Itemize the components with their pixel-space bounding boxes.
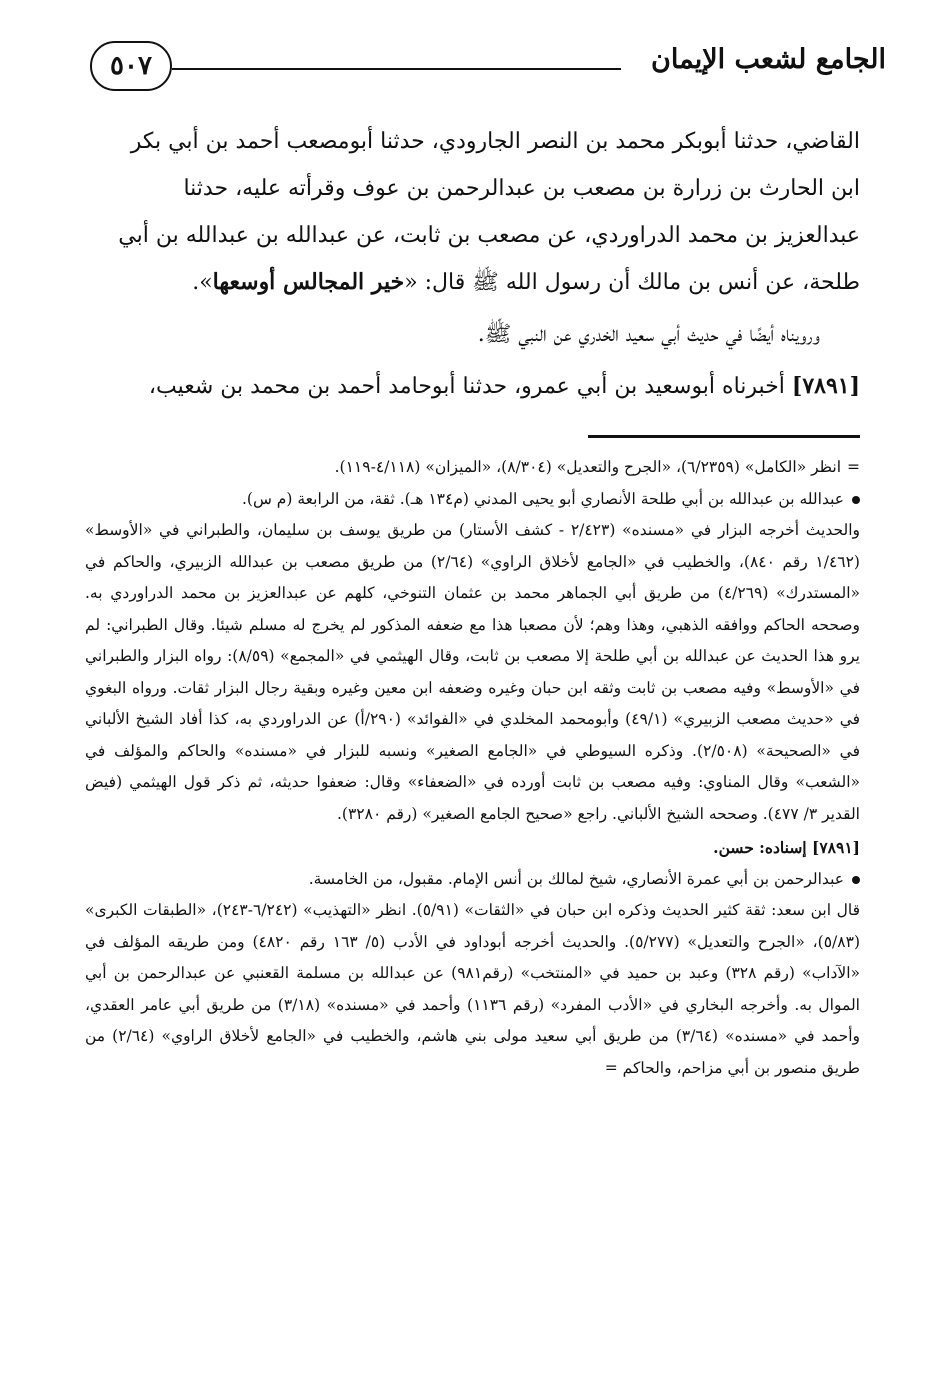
main-line-3: عبدالعزيز بن محمد الدراوردي، عن مصعب بن ثابت، عن عبدالله بن عبدالله بن أبي [118,223,860,248]
continuation-mark: = [847,458,860,476]
takhrij-1: والحديث أخرجه البزار في «مسنده» (٢/٤٢٣ - كشف الأستار) من طريق يوسف بن سليمان، والطبراني في «الأوسط» (١/٤٦٢ رقم ٨٤٠)، والخطيب في «الجامع لأخلاق الراوي» (٢/٦٤) من طريق مصعب بن عبدالله الزبيري، والحاكم في «المستدرك» (٤/٢٦٩) من طريق أبي الجماهر محمد بن عثمان التنوخي، كلهم عن عبدالعزيز بن محمد الدراوردي به. وصححه الحاكم ووافقه الذهبي، وهذا وهم؛ لأن مصعبا هذا مع ضعفه المذكور لم يخرج له مسلم شيئا. وقال الطبراني: لم يرو هذا الحديث عن عبدالله بن أبي طلحة إلا مصعب بن ثابت، وقال الهيثمي في «المجمع» (٨/٥٩): رواه البزار والطبراني في «الأوسط» وفيه مصعب بن ثابت وثقه ابن حبان وغيره وضعفه ابن معين وغيره وبقية رجال البزار ثقات. ورواه البغوي في «حديث مصعب الزبيري» (٤٩/١) وأبومحمد المخلدي في «الفوائد» (٢٩٠/أ) عن الدراوردي به، كذا أفاد الشيخ الألباني في «الصحيحة» (٢/٥٠٨). وذكره السيوطي في «الجامع الصغير» ونسبه للبزار في «مسنده» والحاكم والمؤلف في «الشعب» وقال المناوي: وفيه مصعب بن ثابت أورده في «الضعفاء» وقال: ضعفوا حديثه، ثم ذكر قول الهيثمي (فيض القدير ٣/ ٤٧٧). وصححه الشيخ الألباني. راجع «صحيح الجامع الصغير» (رقم ٣٢٨٠). [85,521,861,823]
narrator-bio-2 [85,864,860,896]
main-line-2: ابن الحارث بن زرارة بن مصعب بن عبدالرحمن بن عوف وقرأته عليه، حدثنا [183,176,860,201]
narrator-bio-1 [85,484,860,516]
page-number: ٥٠٧ [90,41,172,91]
header-rule [172,68,621,70]
takhrij-2-text: قال ابن سعد: ثقة كثير الحديث وذكره ابن حبان في «الثقات» (٥/٩١). انظر «التهذيب» (٦/٢٤٢-٢٤٣)، «الطبقات الكبرى» (٥/٨٣)، «الجرح والتعديل» (٥/٢٧٧). والحديث أخرجه أبوداود في الأدب (٥/ ١٦٣ رقم ٤٨٢٠) ومن طريقه المؤلف في «الآداب» (رقم ٣٢٨) وعبد بن حميد في «المنتخب» (رقم٩٨١) عن عبدالله بن مسلمة القعنبي عن عبدالرحمن بن أبي الموال به. وأخرجه البخاري في «الأدب المفرد» (رقم ١١٣٦) وأحمد في «مسنده» (٣/١٨) من طريق أبي عامر العقدي، وأحمد في «مسنده» (٣/٦٤) من طريق أبي سعيد مولى بني هاشم، والخطيب في «الجامع لأخلاق الراوي» (٢/٦٤) من طريق منصور بن أبي مزاحم، والحاكم [85,901,861,1077]
page-header [60,38,886,94]
bullet-icon [852,496,860,504]
footnote-continuation [85,452,860,484]
footnotes [85,452,860,1084]
main-line-1: القاضي، حدثنا أبوبكر محمد بن النصر الجارودي، حدثنا أبومصعب أحمد بن أبي بكر [130,129,860,154]
bullet-icon [852,876,860,884]
main-text [85,118,860,410]
footnote-rule [588,435,860,438]
main-line-4-suffix: ». [192,270,213,295]
akhbarana-text: أخبرناه أبوسعيد بن أبي عمرو، حدثنا أبوحامد أحمد بن محمد بن شعيب، [148,374,785,399]
main-line-4-prefix: طلحة، عن أنس بن مالك أن رسول الله ﷺ قال: « [404,270,860,295]
end-mark: = [604,1058,618,1077]
takhrij-2 [85,895,860,1084]
footnote-line-1: انظر «الكامل» (٦/٢٣٥٩)، «الجرح والتعديل» (٨/٣٠٤)، «الميزان» (٤/١١٨-١١٩). [334,458,841,476]
hadith-number: [٧٨٩١] [791,373,860,399]
riwayah-line: ورويناه أيضًا في حديث أبي سعيد الخدري عن النبي ﷺ. [477,322,820,347]
narrator-bio-1-text: عبدالله بن عبدالله بن أبي طلحة الأنصاري أبو يحيى المدني (م١٣٤ هـ). ثقة، من الرابعة (م س). [241,489,844,508]
running-title: الجامع لشعب الإيمان [651,44,886,75]
hadith-7891-grading: [٧٨٩١] إسناده: حسن. [713,838,860,857]
hadith-7891-line [85,363,860,410]
narrator-bio-2-text: عبدالرحمن بن أبي عمرة الأنصاري، شيخ لمالك بن أنس الإمام. مقبول، من الخامسة. [308,869,844,888]
main-line-4 [85,259,860,306]
hadith-text: خير المجالس أوسعها [212,269,405,295]
